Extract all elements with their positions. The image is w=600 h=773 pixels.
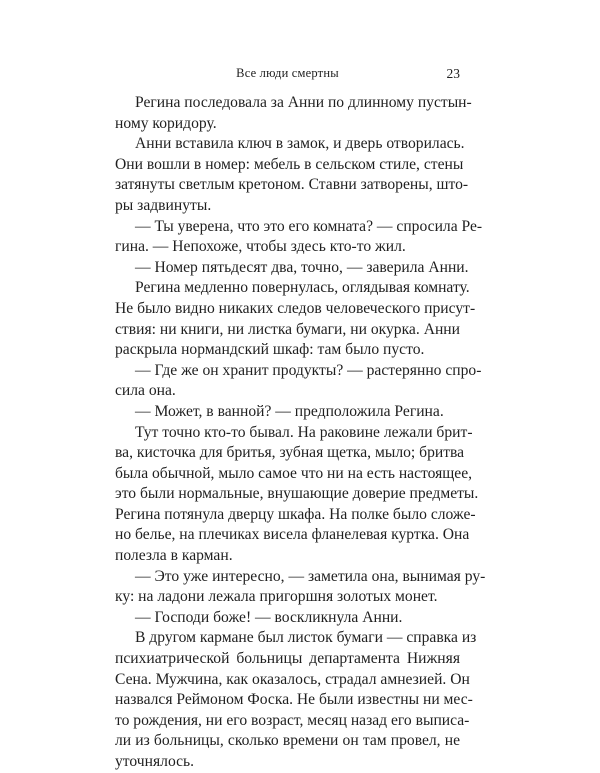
text-line: это были нормальные, внушающие доверие предметы. (115, 485, 479, 503)
body-text (115, 93, 486, 773)
text-line: ствия: ни книги, ни листка бумаги, ни окурка. Анни (115, 320, 460, 338)
paragraph (115, 423, 479, 567)
text-line: Регина потянула дверцу шкафа. На полке было сложе- (115, 505, 476, 523)
text-line: Они вошли в номер: мебель в сельском стиле, стены (115, 155, 464, 173)
paragraph (115, 361, 482, 402)
text-line: сила она. (115, 382, 176, 400)
text-line: — Ты уверена, что это его комната? — спросила Ре- (135, 217, 483, 235)
text-line: — Может, в ванной? — предположила Регина. (135, 402, 444, 420)
text-line: — Господи боже! — воскликнула Анни. (135, 608, 403, 626)
text-line: В другом кармане был листок бумаги — справка из (135, 629, 477, 647)
text-line: Регина последовала за Анни по длинному пустын- (135, 94, 472, 111)
text-line: ва, кисточка для бритья, зубная щетка, мыло; бритва (115, 444, 465, 462)
text-line: затянуты светлым кретоном. Ставни затворены, што- (115, 176, 469, 194)
text-line: была обычной, мыло самое что ни на есть настоящее, (115, 464, 473, 482)
text-line: ры задвинуты. (115, 196, 212, 214)
paragraph (115, 567, 486, 608)
paragraph (115, 628, 477, 772)
text-line: раскрыла нормандский шкаф: там было пусто. (115, 341, 425, 359)
paragraph (115, 608, 460, 629)
text-line: Анни вставила ключ в замок, и дверь отворилась. (135, 135, 465, 153)
text-line: Сена. Мужчина, как оказалось, страдал амнезией. Он (115, 670, 470, 688)
paragraph (115, 258, 469, 279)
text-line: — Это уже интересно, — заметила она, вынимая ру- (135, 567, 486, 585)
text-line: гина. — Непохоже, чтобы здесь кто-то жил. (115, 238, 406, 256)
text-line: но белье, на плечиках висела фланелевая куртка. Она (115, 526, 470, 544)
running-title: Все люди смертны (236, 66, 339, 80)
text-line: Не было видно никаких следов человеческого присут- (115, 299, 476, 317)
text-line: — Где же он хранит продукты? — растерянно спро- (135, 361, 482, 379)
text-line: ному коридору. (115, 114, 217, 132)
text-line: психиатрической больницы департамента Нижняя (115, 650, 460, 668)
text-line: Регина медленно повернулась, оглядывая комнату. (135, 279, 470, 297)
text-line: назвался Реймоном Фоска. Не были известны ни мес- (115, 691, 473, 709)
paragraph (115, 93, 472, 134)
text-line: то рождения, ни его возраст, месяц назад его выписа- (115, 711, 470, 729)
page-number: 23 (446, 66, 460, 81)
text-line: — Номер пятьдесят два, точно, — заверила Анни. (135, 258, 469, 276)
paragraph (115, 134, 469, 216)
text-line: полезла в карман. (115, 547, 233, 565)
text-line: уточнялось. (115, 753, 195, 770)
paragraph (115, 217, 483, 258)
paragraph (115, 278, 476, 360)
running-header (115, 66, 460, 86)
text-line: ли из больницы, сколько времени он там провел, не (115, 732, 460, 750)
text-line: ку: на ладони лежала пригоршня золотых монет. (115, 588, 438, 606)
paragraph (115, 402, 460, 423)
text-line: Тут точно кто-то бывал. На раковине лежали брит- (135, 423, 473, 441)
